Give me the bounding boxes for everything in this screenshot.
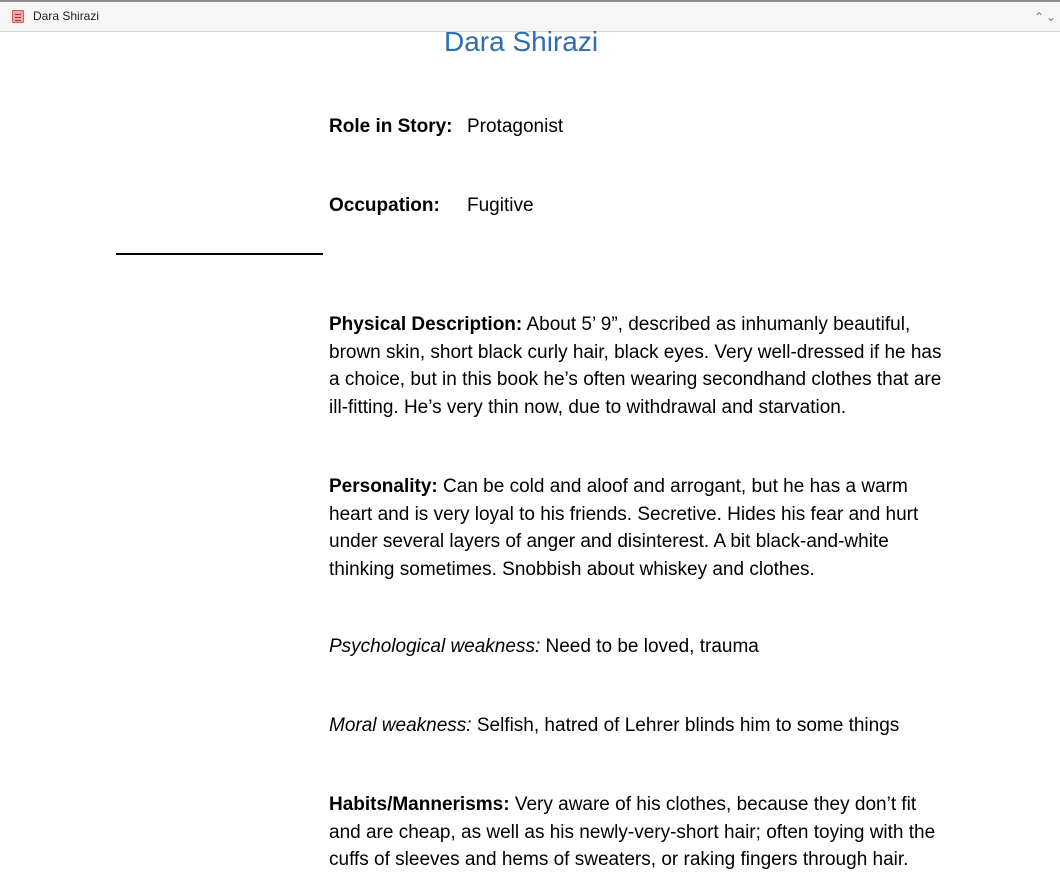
personality-line: under several layers of anger and disinterest. A bit black-and-white bbox=[329, 531, 889, 553]
psychological-weakness-row bbox=[329, 636, 759, 658]
window-title: Dara Shirazi bbox=[33, 9, 100, 23]
moral-weakness-value: Selfish, hatred of Lehrer blinds him to some things bbox=[476, 715, 900, 736]
page-title: Dara Shirazi bbox=[444, 26, 599, 57]
physical-line: brown skin, short black curly hair, black eyes. Very well-dressed if he has bbox=[329, 341, 942, 363]
habits-line: cuffs of sleeves and hems of sweaters, or raking fingers through hair. bbox=[329, 849, 909, 871]
personality-paragraph bbox=[329, 473, 969, 583]
occupation-label: Occupation: bbox=[329, 195, 440, 216]
occupation-value: Fugitive bbox=[467, 195, 534, 216]
physical-line: ill-fitting. He’s very thin now, due to withdrawal and starvation. bbox=[329, 396, 847, 418]
document-icon bbox=[12, 10, 24, 23]
section-divider bbox=[116, 253, 323, 255]
physical-description-paragraph bbox=[329, 311, 969, 421]
physical-description-label: Physical Description: bbox=[329, 314, 523, 335]
role-value: Protagonist bbox=[467, 116, 564, 137]
physical-line: About 5’ 9”, described as inhumanly beautiful, bbox=[526, 314, 911, 335]
chevron-up-down-icon[interactable]: ⌃⌄ bbox=[1034, 10, 1059, 24]
occupation-row bbox=[329, 195, 440, 217]
physical-line: a choice, but in this book he’s often wearing secondhand clothes that are bbox=[329, 369, 942, 391]
habits-label: Habits/Mannerisms: bbox=[329, 794, 510, 815]
psychological-weakness-label: Psychological weakness: bbox=[329, 636, 541, 657]
moral-weakness-row bbox=[329, 715, 899, 737]
personality-line: thinking sometimes. Snobbish about whiskey and clothes. bbox=[329, 558, 815, 580]
habits-line: Very aware of his clothes, because they don’t fit bbox=[514, 794, 917, 815]
habits-paragraph bbox=[329, 791, 969, 874]
role-label: Role in Story: bbox=[329, 116, 453, 137]
role-row bbox=[329, 116, 453, 138]
psychological-weakness-value: Need to be loved, trauma bbox=[545, 636, 759, 657]
personality-line: Can be cold and aloof and arrogant, but he has a warm bbox=[443, 476, 908, 497]
habits-line: and are cheap, as well as his newly-very-short hair; often toying with the bbox=[329, 821, 936, 843]
personality-label: Personality: bbox=[329, 476, 438, 497]
personality-line: heart and is very loyal to his friends. Secretive. Hides his fear and hurt bbox=[329, 503, 919, 525]
moral-weakness-label: Moral weakness: bbox=[329, 715, 472, 736]
